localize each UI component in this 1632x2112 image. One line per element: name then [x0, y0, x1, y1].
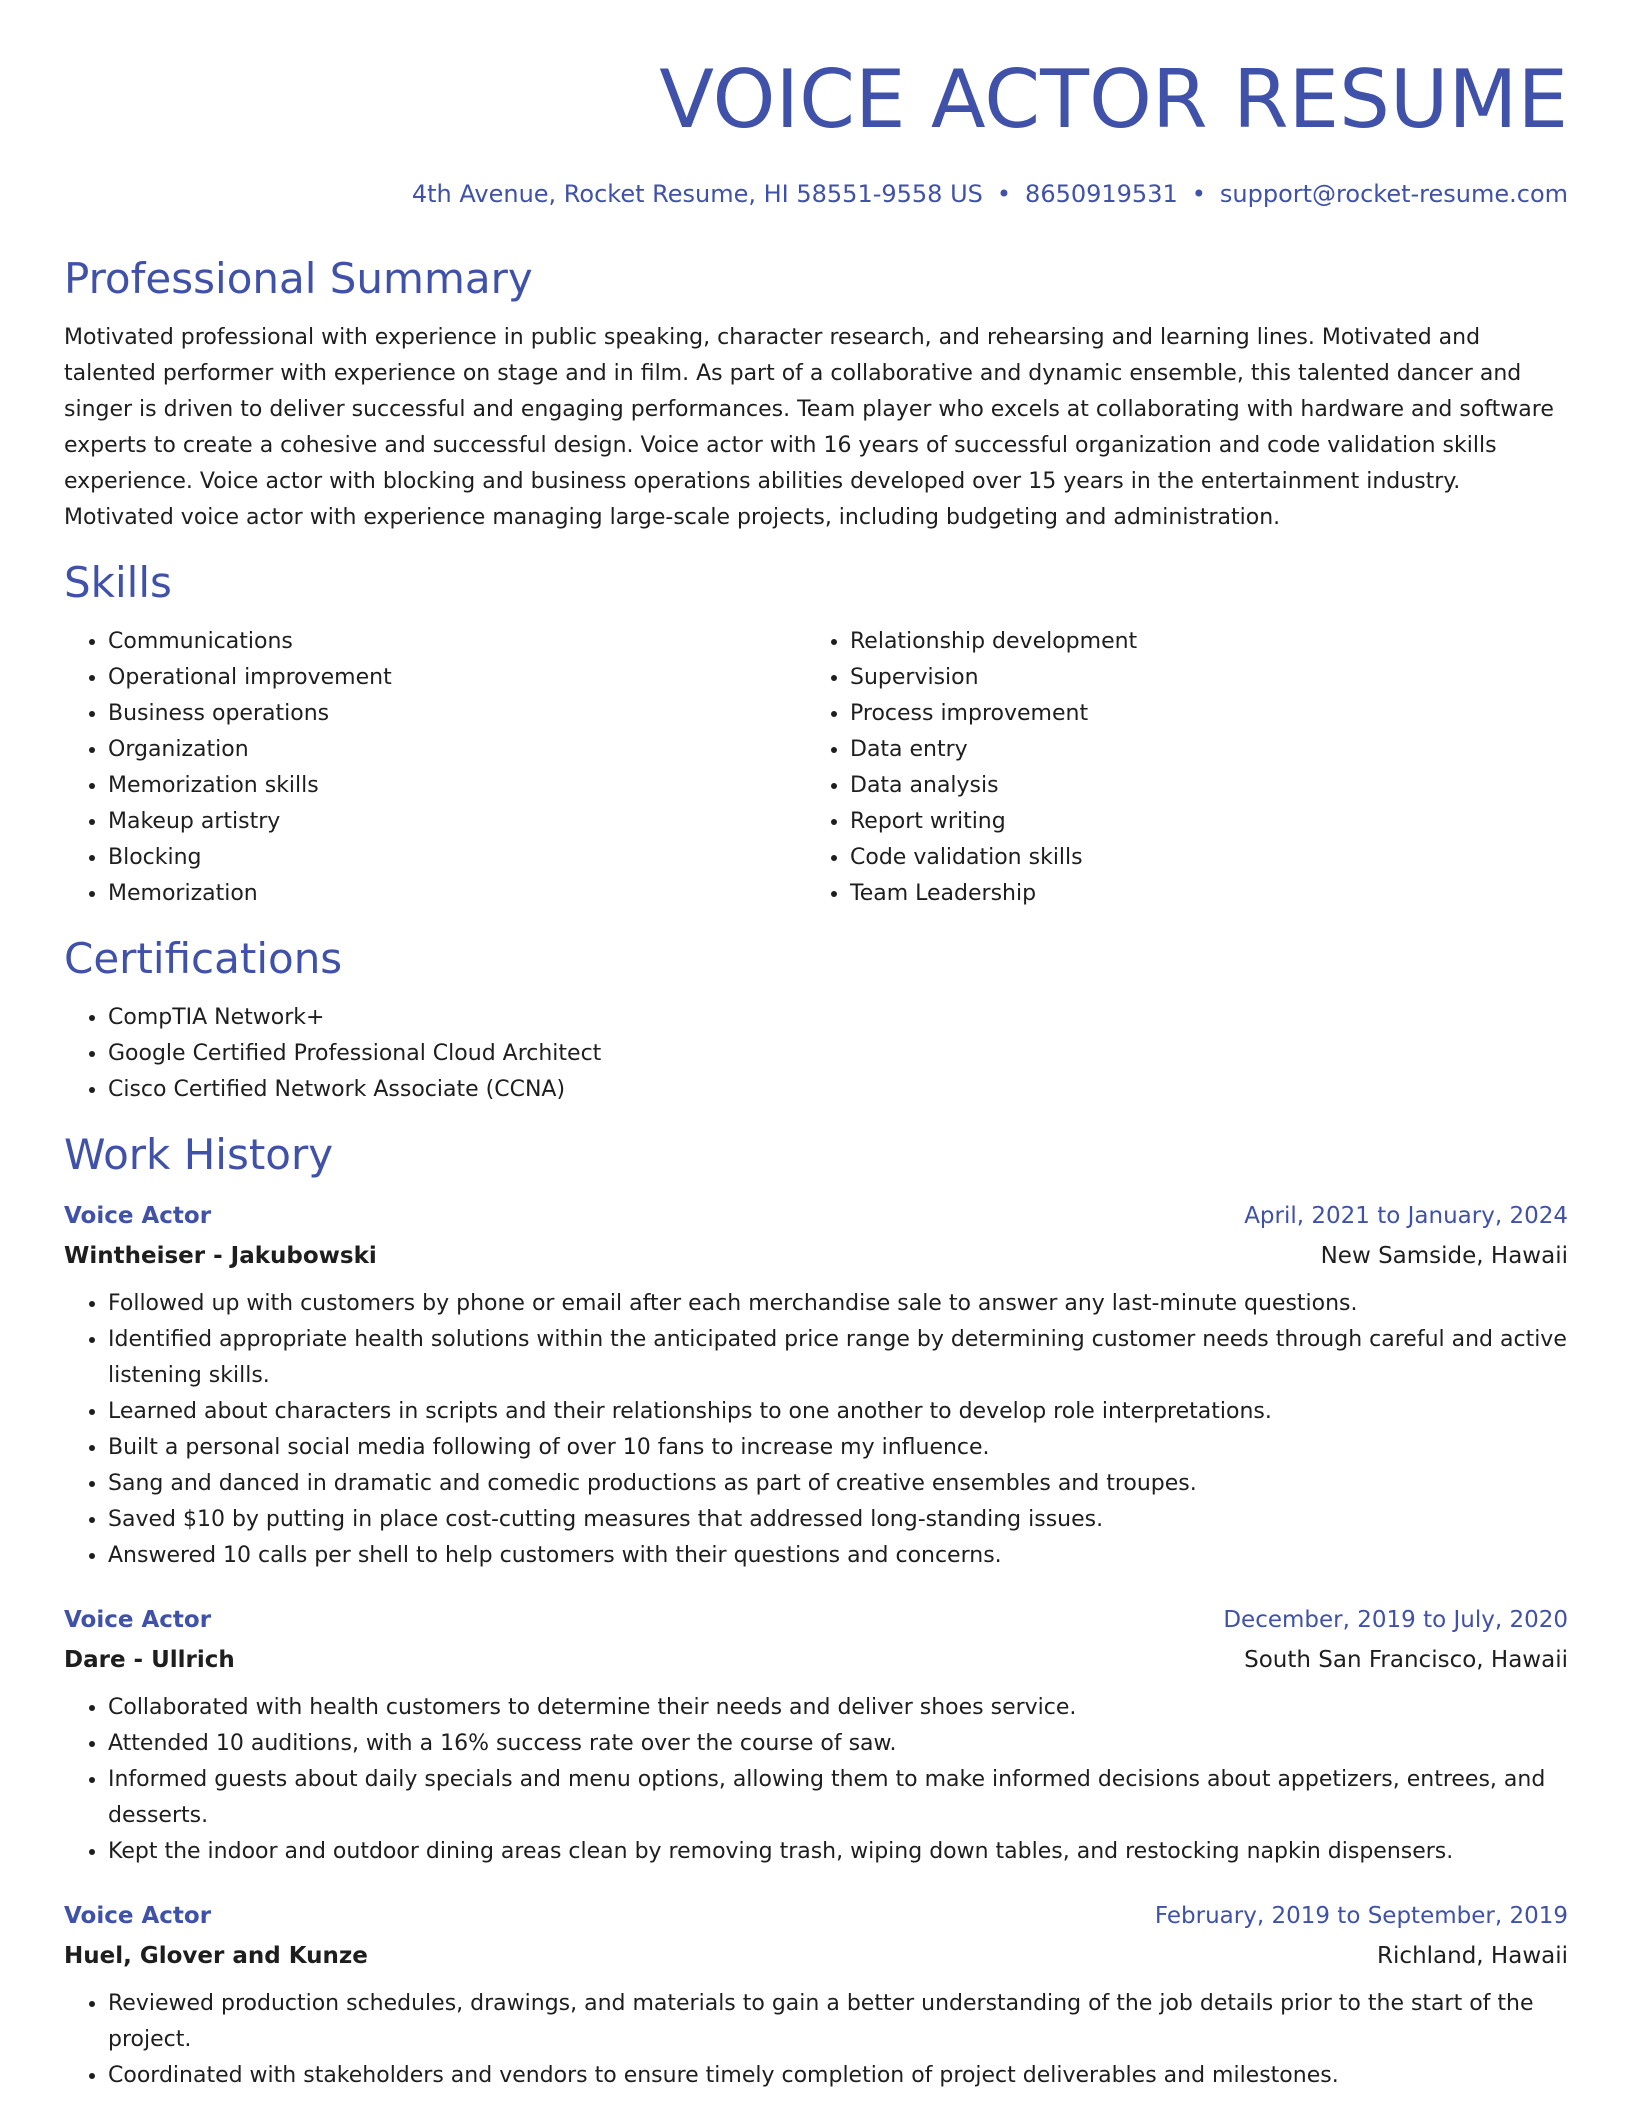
job-location: New Samside, Hawaii — [1320, 1243, 1568, 1269]
skill-item: • Blocking — [108, 840, 806, 876]
job-role: Voice Actor — [64, 1903, 212, 1929]
job-bullet: • Followed up with customers by phone or email after each merchandise sale to answer any last-minute questions. — [108, 1286, 1568, 1322]
skill-item: • Team Leadership — [850, 876, 1568, 912]
job-company: Dare - Ullrich — [64, 1647, 235, 1673]
address: 4th Avenue, Rocket Resume, HI 58551-9558 US — [411, 180, 983, 208]
skills-list-left — [64, 624, 806, 912]
contact-separator: • — [1191, 180, 1206, 208]
job-bullet: • Collaborated with health customers to determine their needs and deliver shoes service. — [108, 1690, 1568, 1726]
job-entry — [64, 1600, 1568, 1870]
phone: 8650919531 — [1025, 180, 1178, 208]
job-bullet: • Attended 10 auditions, with a 16% success rate over the course of saw. — [108, 1726, 1568, 1762]
job-dates: April, 2021 to January, 2024 — [1244, 1203, 1568, 1229]
work-history-section — [64, 1128, 1568, 2094]
job-dates: February, 2019 to September, 2019 — [1154, 1903, 1568, 1929]
skill-item: • Organization — [108, 732, 806, 768]
contact-line — [64, 178, 1568, 210]
skills-section — [64, 556, 1568, 912]
skill-item: • Data analysis — [850, 768, 1568, 804]
job-bullet: • Built a personal social media following of over 10 fans to increase my influence. — [108, 1430, 1568, 1466]
job-subheader — [64, 1640, 1568, 1680]
skill-item: • Process improvement — [850, 696, 1568, 732]
job-header — [64, 1600, 1568, 1640]
job-bullets — [64, 1286, 1568, 1574]
certification-item: • Google Certified Professional Cloud Architect — [108, 1036, 1568, 1072]
job-header — [64, 1196, 1568, 1236]
job-company: Huel, Glover and Kunze — [64, 1943, 368, 1969]
skill-item: • Communications — [108, 624, 806, 660]
certifications-heading: Certifications — [64, 934, 343, 983]
job-location: Richland, Hawaii — [1377, 1943, 1568, 1969]
email-link[interactable]: support@rocket-resume.com — [1219, 180, 1568, 208]
skill-item: • Relationship development — [850, 624, 1568, 660]
job-bullet: • Answered 10 calls per shell to help customers with their questions and concerns. — [108, 1538, 1568, 1574]
certifications-section — [64, 932, 1568, 1108]
skill-item: • Makeup artistry — [108, 804, 806, 840]
certification-item: • Cisco Certified Network Associate (CCNA) — [108, 1072, 1568, 1108]
skill-item: • Memorization skills — [108, 768, 806, 804]
summary-text: Motivated professional with experience in public speaking, character research, and rehearsing and learning lines. Motivated and talented performer with experience on stage and in film. As part of a collaborative and dynamic ensemble, this talented dancer and singer is driven to deliver successful and engaging performances. Team player who excels at collaborating with hardware and software experts to create a cohesive and successful design. Voice actor with 16 years of successful organization and code validation skills experience. Voice actor with blocking and business operations abilities developed over 15 years in the entertainment industry. Motivated voice actor with experience managing large-scale projects, including budgeting and administration. — [64, 325, 1554, 530]
job-entry — [64, 1196, 1568, 1574]
job-bullets — [64, 1690, 1568, 1870]
job-bullet: • Saved $10 by putting in place cost-cutting measures that addressed long-standing issues. — [108, 1502, 1568, 1538]
summary-heading: Professional Summary — [64, 254, 533, 303]
summary-section — [64, 252, 1568, 536]
work-history-heading: Work History — [64, 1130, 334, 1179]
job-role: Voice Actor — [64, 1203, 212, 1229]
certifications-list — [64, 1000, 1568, 1108]
job-bullet: • Reviewed production schedules, drawings, and materials to gain a better understanding of the job details prior to the start of the project. — [108, 1986, 1568, 2058]
skill-item: • Data entry — [850, 732, 1568, 768]
job-role: Voice Actor — [64, 1607, 212, 1633]
job-subheader — [64, 1936, 1568, 1976]
job-bullet: • Learned about characters in scripts and their relationships to one another to develop role interpretations. — [108, 1394, 1568, 1430]
skills-list-right — [806, 624, 1568, 912]
certification-item: • CompTIA Network+ — [108, 1000, 1568, 1036]
job-location: South San Francisco, Hawaii — [1244, 1647, 1568, 1673]
skills-grid — [64, 610, 1568, 912]
resume-title: VOICE ACTOR RESUME — [659, 53, 1568, 146]
job-bullet: • Sang and danced in dramatic and comedic productions as part of creative ensembles and troupes. — [108, 1466, 1568, 1502]
job-bullet: • Coordinated with stakeholders and vendors to ensure timely completion of project deliverables and milestones. — [108, 2058, 1568, 2094]
job-bullets — [64, 1986, 1568, 2094]
job-bullet: • Informed guests about daily specials and menu options, allowing them to make informed decisions about appetizers, entrees, and desserts. — [108, 1762, 1568, 1834]
job-entry — [64, 1896, 1568, 2094]
job-header — [64, 1896, 1568, 1936]
skill-item: • Supervision — [850, 660, 1568, 696]
skill-item: • Operational improvement — [108, 660, 806, 696]
skills-heading: Skills — [64, 558, 172, 607]
job-company: Wintheiser - Jakubowski — [64, 1243, 377, 1269]
job-dates: December, 2019 to July, 2020 — [1223, 1607, 1568, 1633]
contact-separator: • — [996, 180, 1012, 208]
skill-item: • Report writing — [850, 804, 1568, 840]
job-bullet: • Identified appropriate health solutions within the anticipated price range by determining customer needs through careful and active listening skills. — [108, 1322, 1568, 1394]
skill-item: • Code validation skills — [850, 840, 1568, 876]
job-bullet: • Kept the indoor and outdoor dining areas clean by removing trash, wiping down tables, and restocking napkin dispensers. — [108, 1834, 1568, 1870]
skill-item: • Memorization — [108, 876, 806, 912]
job-subheader — [64, 1236, 1568, 1276]
skill-item: • Business operations — [108, 696, 806, 732]
